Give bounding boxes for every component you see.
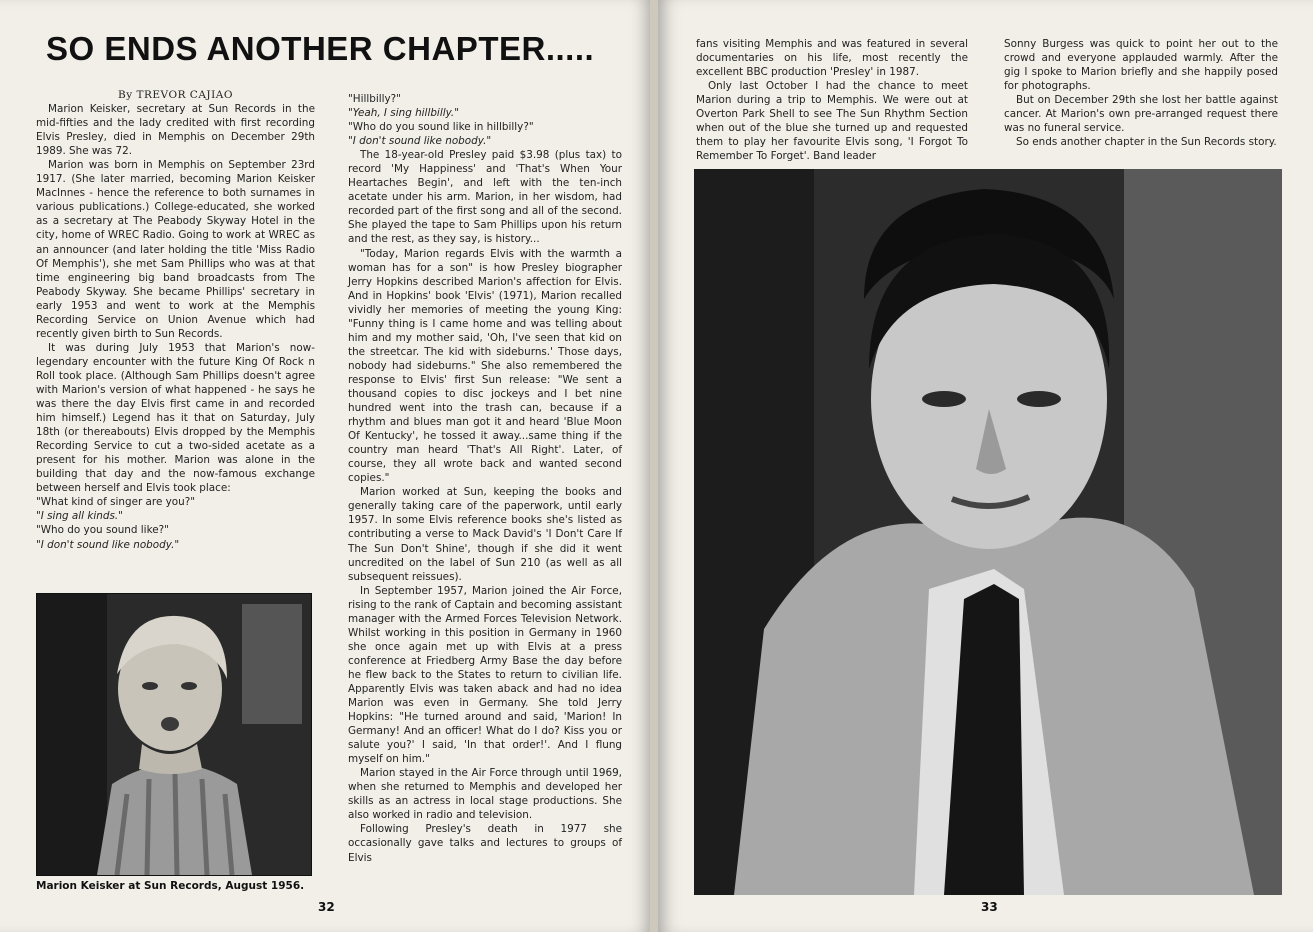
paragraph: Marion was born in Memphis on September 23rd 1917. (She later married, becoming Marion Keisker MacInnes - hence the reference to both surnames in various publications.) College-educated, she worked as a secretary at The Peabody Skyway Hotel in the city, home of WREC Radio. Going to work at WREC as an announcer (and later holding the title 'Miss Radio Of Memphis'), she met Sam Phillips who was at that time engineering big band broadcasts from The Peabody Skyway. She became Phillips' secretary in early 1953 and went to work at the Memphis Recording Service on Union Avenue which had recently given birth to Sun Records. [36,159,315,340]
left-page [0,0,652,932]
article-headline: SO ENDS ANOTHER CHAPTER..... [46,30,595,67]
column-3 [696,37,968,163]
paragraph: It was during July 1953 that Marion's now-legendary encounter with the future King Of Rock n Roll took place. (Although Sam Phillips doesn't agree with Marion's version of what happened - he says he was there the day Elvis first came in and recorded him himself.) Legend has it that on Saturday, July 18th (or thereabouts) Elvis dropped by the Memphis Recording Service to cut a two-sided acetate as a present for his mother. Marion was alone in the building that day and the now-famous exchange between herself and Elvis took place: [36,341,315,495]
paragraph: Sonny Burgess was quick to point her out to the crowd and everyone applauded warmly. After the gig I spoke to Marion briefly and she happily posed for photographs. [1004,38,1278,93]
portrait-illustration [37,594,311,875]
dialogue-line: "I sing all kinds." [36,510,123,523]
elvis-presley-photo [694,169,1282,895]
dialogue-line: "I don't sound like nobody." [348,135,492,148]
dialogue-line: "Who do you sound like?" [36,524,169,537]
column-4 [1004,37,1278,149]
dialogue-line: "Who do you sound like in hillbilly?" [348,121,534,134]
dialogue-line: "What kind of singer are you?" [36,496,196,509]
marion-keisker-photo [36,593,312,876]
paragraph: Only last October I had the chance to meet Marion during a trip to Memphis. We were out at Overton Park Shell to see The Sun Rhythm Section when out of the blue she turned up and requested them to play her favourite Elvis song, 'I Forgot To Remember To Forget'. Band leader [696,80,968,163]
byline: By TREVOR CAJIAO [118,89,233,101]
dialogue-line: "Yeah, I sing hillbilly." [348,107,460,120]
paragraph: Marion stayed in the Air Force through until 1969, when she returned to Memphis and developed her skills as an actress in local stage productions. She also worked in radio and television. [348,767,622,822]
portrait-illustration [694,169,1282,895]
paragraph: The 18-year-old Presley paid $3.98 (plus tax) to record 'My Happiness' and 'That's When Your Heartaches Begin', and left with the ten-inch acetate under his arm. Marion, in her wisdom, had recorded part of the first song and all of the second. She played the tape to Sam Phillips upon his return and the rest, as they say, is history... [348,149,622,246]
column-2 [348,92,622,865]
column-1 [36,88,315,552]
paragraph: Following Presley's death in 1977 she occasionally gave talks and lectures to groups of Elvis [348,823,622,864]
paragraph: In September 1957, Marion joined the Air Force, rising to the rank of Captain and becoming assistant manager with the Armed Forces Television Network. Whilst working in this position in Germany in 1960 she once again met up with Elvis at a press conference at Friedberg Army Base the day before he flew back to the States to return to civilian life. Apparently Elvis was taken aback and had no idea Marion was even in Germany. She told Jerry Hopkins: "He turned around and said, 'Marion! In Germany! And an officer! What do I do? Kiss you or salute you?' I said, 'In that order!'. And I flung myself on him." [348,584,622,766]
paragraph: fans visiting Memphis and was featured in several documentaries on his life, most recently the excellent BBC production 'Presley' in 1987. [696,38,968,79]
paragraph: But on December 29th she lost her battle against cancer. At Marion's own pre-arranged request there was no funeral service. [1004,94,1278,135]
photo-caption: Marion Keisker at Sun Records, August 1956. [36,880,305,892]
page-number-left: 32 [318,900,335,914]
paragraph: "Today, Marion regards Elvis with the warmth a woman has for a son" is how Presley biographer Jerry Hopkins described Marion's affection for Elvis. And in Hopkins' book 'Elvis' (1971), Marion recalled vividly her memories of meeting the young King: "Funny thing is I came home and was telling about him and my mother said, 'Oh, I've seen that kid on the streetcar. The kid with sideburns.' Those days, nobody had sideburns." She also remembered the response to Elvis' first Sun release: "We sent a thousand copies to disc jockeys and I bet nine hundred went into the trash can, because if a rhythm and blues man got it and heard 'Blue Moon Of Kentucky', he tossed it away...same thing if the country man heard 'That's All Right'. Later, of course, they all wrote back and wanted second copies." [348,247,622,485]
paragraph: Marion worked at Sun, keeping the books and generally taking care of the paperwork, until early 1957. In some Elvis reference books she's listed as contributing a verse to Mack David's 'I Don't Care If The Sun Don't Shine', though if she did it went uncredited on the label of Sun 210 (as well as all subsequent reissues). [348,486,622,583]
dialogue-line: "Hillbilly?" [348,93,401,105]
paragraph: Marion Keisker, secretary at Sun Records in the mid-fifties and the lady credited with first recording Elvis Presley, died in Memphis on December 29th 1989. She was 72. [36,103,315,158]
paragraph: So ends another chapter in the Sun Records story. [1016,136,1277,149]
dialogue-line: "I don't sound like nobody." [36,538,180,551]
page-number-right: 33 [981,900,998,914]
